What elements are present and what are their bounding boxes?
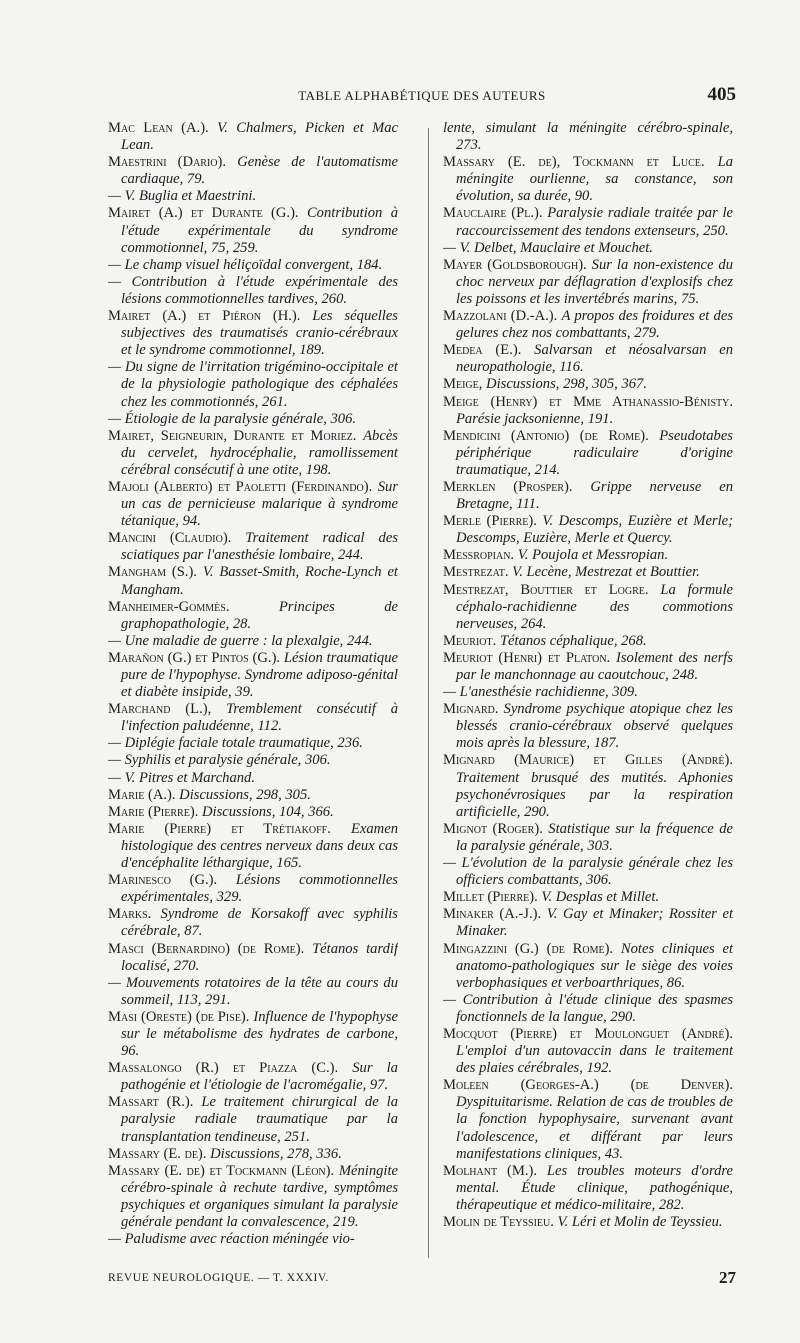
- index-entry: [108, 633, 398, 650]
- index-entry: [108, 906, 398, 940]
- entry-author: Mac Lean (A.).: [108, 120, 218, 136]
- entry-text: Abcès du cervelet, hydrocéphalie, ramollissement cérébral consécutif à une otite, 198.: [121, 427, 398, 478]
- entry-author: Meuriot.: [443, 632, 500, 649]
- index-entry: [443, 257, 733, 308]
- index-entry: [443, 855, 733, 889]
- entry-author: Mayer (Goldsborough).: [443, 256, 592, 273]
- entry-author: Massary (E. de) et Tockmann (Léon).: [108, 1162, 339, 1179]
- entry-text: — Contribution à l'étude expérimentale des lésions commotionnelles tardives, 260.: [108, 273, 398, 307]
- index-entry: [108, 205, 398, 256]
- index-entry: [108, 752, 398, 769]
- entry-author: Massary (E. de), Tockmann et Luce.: [443, 154, 718, 171]
- entry-text: V. Poujola et Messropian.: [517, 547, 669, 564]
- index-entry: [108, 428, 398, 479]
- page-number: 405: [707, 84, 736, 105]
- entry-text: V. Léri et Molin de Teyssieu.: [557, 1214, 723, 1230]
- entry-author: Mignot (Roger).: [443, 820, 549, 837]
- entry-author: Massart (R.).: [108, 1094, 202, 1111]
- entry-text: Grippe nerveuse en Bretagne, 111.: [456, 478, 733, 513]
- entry-author: Messropian.: [443, 547, 518, 564]
- index-entry: [108, 599, 398, 633]
- entry-author: Mairet, Seigneurin, Durante et Moriez.: [108, 427, 364, 444]
- entry-text: Sur un cas de pernicieuse malarique à syndrome tétanique, 94.: [121, 478, 398, 530]
- entry-author: Marks.: [108, 906, 161, 923]
- index-entry: [443, 240, 733, 257]
- entry-text: V. Descomps, Euzière et Merle; Descomps, Euzière, Merle et Quercy.: [456, 513, 733, 547]
- entry-author: Mestrezat, Bouttier et Logre.: [443, 581, 661, 598]
- index-entry: [108, 1094, 398, 1145]
- index-entry: [443, 889, 733, 906]
- index-entry: [108, 564, 398, 598]
- index-entry: [443, 1077, 733, 1162]
- entry-text: Syndrome de Korsakoff avec syphilis cérébrale, 87.: [121, 906, 398, 940]
- index-entry: [108, 975, 398, 1009]
- index-entry: [443, 154, 733, 205]
- index-entry: [443, 428, 733, 479]
- index-entry: [443, 376, 733, 393]
- index-entry: [443, 120, 733, 154]
- entry-text: V. Basset-Smith, Roche-Lynch et Mangham.: [121, 564, 398, 598]
- entry-text: — L'anesthésie rachidienne, 309.: [443, 684, 638, 701]
- entry-text: — Le champ visuel héliçoïdal convergent, 184.: [108, 256, 383, 273]
- entry-author: Mingazzini (G.) (de Rome).: [443, 940, 621, 957]
- journal-footer: REVUE NEUROLOGIQUE. — T. XXXIV.: [108, 1272, 329, 1284]
- index-entry: [443, 564, 733, 581]
- entry-author: Merklen (Prosper).: [443, 478, 591, 495]
- entry-text: V. Chalmers, Picken et Mac Lean.: [121, 120, 398, 154]
- entry-text: Lésions commotionnelles expérimentales, 329.: [121, 872, 398, 906]
- entry-text: V. Gay et Minaker; Rossiter et Minaker.: [456, 906, 733, 940]
- entry-author: Medea (E.).: [443, 342, 535, 359]
- index-entry: [443, 1026, 733, 1077]
- entry-text: — Mouvements rotatoires de la tête au cours du sommeil, 113, 291.: [108, 974, 398, 1008]
- index-entry: [108, 154, 398, 188]
- index-entry: [108, 120, 398, 154]
- entry-text: — Syphilis et paralysie générale, 306.: [108, 752, 331, 769]
- index-entry: [443, 479, 733, 513]
- index-entry: [443, 752, 733, 820]
- index-entry: [108, 650, 398, 701]
- entry-text: Tremblement consécutif à l'infection paludéenne, 112.: [121, 701, 398, 735]
- index-entry: [108, 1146, 398, 1163]
- index-entry: [443, 205, 733, 239]
- entry-author: Marinesco (G.).: [108, 872, 236, 889]
- entry-text: lente, simulant la méningite cérébro-spinale, 273.: [443, 120, 733, 154]
- entry-author: Mignard (Maurice) et Gilles (André).: [443, 752, 733, 769]
- entry-text: La méningite ourlienne, sa constance, son évolution, sa durée, 90.: [456, 154, 733, 205]
- entry-author: Marañon (G.) et Pintos (G.).: [108, 649, 284, 666]
- index-entry: [108, 941, 398, 975]
- entry-text: Traitement radical des sciatiques par l'anesthésie lombaire, 244.: [121, 530, 398, 564]
- entry-text: Les séquelles subjectives des traumatisés cranio-cérébraux et le syndrome commotionnel, 189.: [121, 308, 398, 359]
- entry-text: Isolement des nerfs par le manchonnage au caoutchouc, 248.: [456, 649, 733, 683]
- entry-author: Manheimer-Gommès.: [108, 598, 279, 615]
- entry-text: — L'évolution de la paralysie générale chez les officiers combattants, 306.: [443, 855, 733, 889]
- index-entry: [108, 1231, 398, 1248]
- index-entry: [443, 582, 733, 633]
- entry-text: L'emploi d'un autovaccin dans le traitement des plaies cérébrales, 192.: [456, 1043, 733, 1077]
- index-entry: [108, 787, 398, 804]
- index-entry: [443, 633, 733, 650]
- index-entry: [443, 906, 733, 940]
- entry-text: Statistique sur la fréquence de la paralysie générale, 303.: [456, 820, 733, 854]
- entry-text: Parésie jacksonienne, 191.: [456, 410, 614, 427]
- entry-text: Paralysie radiale traitée par le raccourcissement des tendons extenseurs, 250.: [456, 205, 733, 239]
- entry-text: Traitement brusqué des mutités. Aphonies psychonévrosiques par la respiration artificielle, 290.: [456, 769, 733, 820]
- index-entry: [443, 821, 733, 855]
- index-entry: [443, 941, 733, 992]
- entry-text: Discussions, 298, 305.: [179, 786, 311, 803]
- index-entry: [108, 530, 398, 564]
- entry-text: — Diplégie faciale totale traumatique, 236.: [108, 735, 363, 752]
- index-entry: [443, 1214, 733, 1231]
- index-entry: [443, 992, 733, 1026]
- entry-text: Sur la pathogénie et l'étiologie de l'acromégalie, 97.: [121, 1060, 398, 1094]
- entry-author: Moleen (Georges-A.) (de Denver).: [443, 1077, 733, 1094]
- entry-text: Discussions, 104, 366.: [201, 803, 334, 820]
- entry-author: Marie (Pierre) et Trétiakoff.: [108, 820, 351, 837]
- entry-author: Mancini (Claudio).: [108, 530, 246, 547]
- entry-author: Masi (Oreste) (de Pise).: [108, 1008, 254, 1025]
- index-entry: [108, 274, 398, 308]
- entry-text: Syndrome psychique atopique chez les blessés cranio-cérébraux observé quelques mois après la blessure, 187.: [456, 701, 733, 752]
- entry-author: Mangham (S.).: [108, 564, 203, 581]
- entry-author: Mauclaire (Pl.).: [443, 205, 548, 222]
- entry-author: Mestrezat.: [443, 564, 513, 581]
- entry-text: Dyspituitarisme. Relation de cas de troubles de la fonction hypophysaire, survenant avant l'adolescence, et différant par leurs manifestations cliniques, 43.: [456, 1094, 733, 1162]
- entry-text: Les troubles moteurs d'ordre mental. Étude clinique, pathogénique, thérapeutique et médico-militaire, 282.: [456, 1162, 733, 1213]
- index-entry: [108, 821, 398, 872]
- entry-text: Notes cliniques et anatomo-pathologiques sur le siège des voies verbophasiques et verboarthriques, 86.: [456, 940, 733, 991]
- index-entry: [108, 411, 398, 428]
- index-entry: [443, 342, 733, 376]
- signature-number: 27: [719, 1268, 736, 1287]
- entry-author: Merle (Pierre).: [443, 513, 543, 530]
- index-entry: [443, 1163, 733, 1214]
- entry-text: La formule céphalo-rachidienne des commotions nerveuses, 264.: [456, 581, 733, 632]
- entry-author: Massalongo (R.) et Piazza (C.).: [108, 1060, 353, 1077]
- entry-text: Méningite cérébro-spinale à rechute tardive, symptômes psychiques et organiques simulant la paralysie générale pendant la convalescence, 219.: [121, 1162, 398, 1230]
- entry-author: Molin de Teyssieu.: [443, 1214, 558, 1230]
- index-entry: [108, 770, 398, 787]
- entry-text: Le traitement chirurgical de la paralysie radiale traumatique par la transplantation tendineuse, 251.: [121, 1094, 398, 1145]
- entry-text: — Du signe de l'irritation trigémino-occipitale et de la physiologie pathologique des céphalées chez les commotionnés, 261.: [108, 359, 398, 410]
- page-header: [108, 84, 736, 108]
- index-entry: [108, 872, 398, 906]
- entry-author: Mendicini (Antonio) (de Rome).: [443, 427, 660, 444]
- index-entry: [443, 513, 733, 547]
- entry-author: Majoli (Alberto) et Paoletti (Ferdinando).: [108, 478, 378, 495]
- entry-author: Marie (Pierre).: [108, 803, 202, 820]
- column-divider: [428, 128, 429, 1258]
- entry-text: — Contribution à l'étude clinique des spasmes fonctionnels de la langue, 290.: [443, 991, 733, 1025]
- index-entry: [108, 257, 398, 274]
- page-footer: [108, 1268, 736, 1292]
- entry-text: Discussions, 298, 305, 367.: [486, 376, 647, 393]
- entry-text: — V. Buglia et Maestrini.: [108, 188, 257, 205]
- entry-author: Mazzolani (D.-A.).: [443, 308, 562, 325]
- entry-text: V. Lecène, Mestrezat et Bouttier.: [512, 564, 700, 581]
- index-entry: [443, 547, 733, 564]
- entry-author: Meige (Henry) et Mme Athanassio-Bénisty.: [443, 393, 733, 410]
- entry-text: V. Desplas et Millet.: [541, 889, 660, 906]
- entry-text: Examen histologique des centres nerveux dans deux cas d'encéphalite léthargique, 165.: [121, 820, 398, 872]
- entry-text: Tétanos céphalique, 268.: [499, 632, 647, 649]
- entry-text: Genèse de l'automatisme cardiaque, 79.: [121, 154, 398, 188]
- entry-author: Marie (A.).: [108, 786, 180, 803]
- index-entry: [108, 701, 398, 735]
- index-entry: [108, 188, 398, 205]
- entry-text: Discussions, 278, 336.: [210, 1145, 342, 1162]
- index-entry: [108, 1060, 398, 1094]
- entry-text: Influence de l'hypophyse sur le métabolisme des hydrates de carbone, 96.: [121, 1008, 398, 1060]
- entry-text: — V. Pitres et Marchand.: [108, 769, 256, 786]
- entry-text: A propos des froidures et des gelures chez nos combattants, 279.: [456, 308, 733, 342]
- index-entry: [443, 308, 733, 342]
- entry-text: Tétanos tardif localisé, 270.: [121, 940, 398, 974]
- entry-author: Meige,: [443, 376, 487, 393]
- entry-text: — Paludisme avec réaction méningée vio-: [108, 1231, 355, 1248]
- entry-author: Mairet (A.) et Durante (G.).: [108, 205, 307, 222]
- entry-text: Contribution à l'étude expérimentale du syndrome commotionnel, 75, 259.: [121, 205, 398, 256]
- entry-text: Pseudotabes périphérique radiculaire d'origine traumatique, 214.: [456, 427, 733, 478]
- entry-text: Salvarsan et néosalvarsan en neuropathologie, 116.: [456, 342, 733, 376]
- entry-text: — V. Delbet, Mauclaire et Mouchet.: [443, 239, 653, 256]
- index-entry: [108, 479, 398, 530]
- entry-author: Maestrini (Dario).: [108, 154, 238, 171]
- index-entry: [443, 701, 733, 752]
- entry-author: Mignard.: [443, 701, 504, 718]
- index-entry: [108, 1163, 398, 1231]
- index-entry: [108, 804, 398, 821]
- index-entry: [108, 359, 398, 410]
- entry-author: Meuriot (Henri) et Platon.: [443, 649, 616, 666]
- entry-text: — Étiologie de la paralysie générale, 306.: [108, 410, 357, 427]
- index-column-left: [108, 120, 398, 1260]
- running-title: TABLE ALPHABÉTIQUE DES AUTEURS: [298, 88, 546, 103]
- index-entry: [108, 735, 398, 752]
- entry-author: Minaker (A.-J.).: [443, 906, 547, 923]
- entry-author: Mairet (A.) et Piéron (H.).: [108, 308, 313, 325]
- entry-text: Principes de graphopathologie, 28.: [121, 598, 398, 632]
- entry-text: Sur la non-existence du choc nerveux par déflagration d'explosifs chez les poissons et les invertébrés marins, 75.: [456, 256, 733, 307]
- index-entry: [443, 650, 733, 684]
- entry-author: Mocquot (Pierre) et Moulonguet (André).: [443, 1025, 733, 1042]
- index-entry: [108, 1009, 398, 1060]
- entry-author: Molhant (M.).: [443, 1162, 547, 1179]
- entry-text: Lésion traumatique pure de l'hypophyse. Syndrome adiposo-génital et diabète insipide, 39.: [121, 649, 398, 701]
- entry-author: Marchand (L.),: [108, 701, 227, 718]
- entry-author: Masci (Bernardino) (de Rome).: [108, 940, 313, 957]
- index-entry: [443, 394, 733, 428]
- entry-text: — Une maladie de guerre : la plexalgie, 244.: [108, 632, 373, 649]
- index-entry: [108, 308, 398, 359]
- index-entry: [443, 684, 733, 701]
- entry-author: Millet (Pierre).: [443, 889, 542, 906]
- index-column-right: [443, 120, 733, 1260]
- entry-author: Massary (E. de).: [108, 1145, 211, 1162]
